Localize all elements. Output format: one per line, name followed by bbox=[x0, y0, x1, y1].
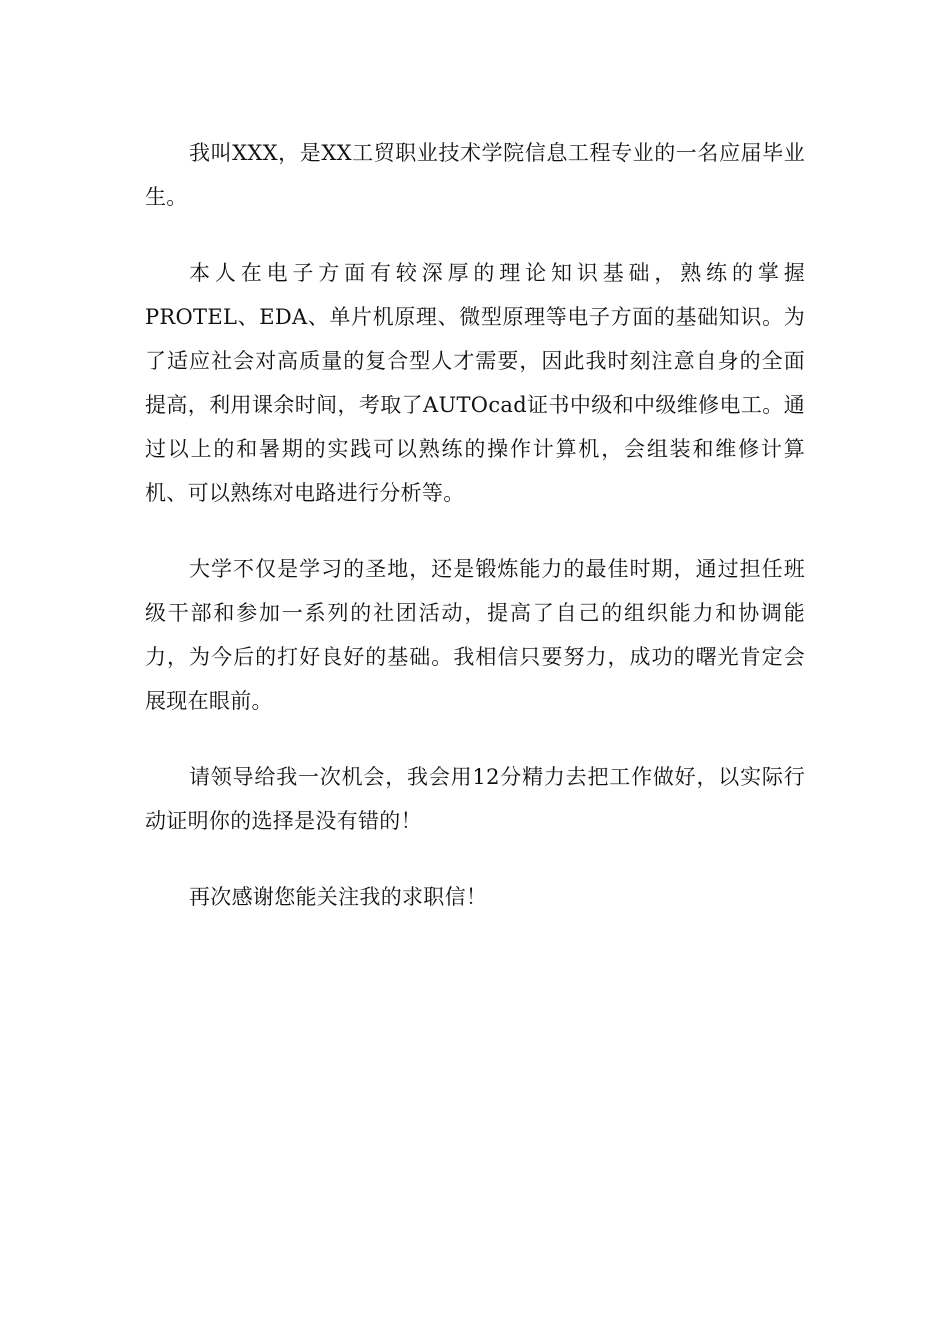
paragraph-thanks: 再次感谢您能关注我的求职信！ bbox=[189, 885, 488, 909]
letter-body bbox=[145, 131, 805, 919]
paragraph-introduction: 我叫XXX，是XX工贸职业技术学院信息工程专业的一名应届毕业生。 bbox=[145, 141, 805, 209]
paragraph-request: 请领导给我一次机会，我会用12分精力去把工作做好，以实际行动证明你的选择是没有错的！ bbox=[145, 765, 805, 833]
paragraph-skills: 本人在电子方面有较深厚的理论知识基础，熟练的掌握PROTEL、EDA、单片机原理、微型原理等电子方面的基础知识。为了适应社会对高质量的复合型人才需要，因此我时刻注意自身的全面提高，利用课余时间，考取了AUTOcad证书中级和中级维修电工。通过以上的和暑期的实践可以熟练的操作计算机，会组装和维修计算机、可以熟练对电路进行分析等。 bbox=[145, 261, 805, 505]
paragraph-experience: 大学不仅是学习的圣地，还是锻炼能力的最佳时期，通过担任班级干部和参加一系列的社团活动，提高了自己的组织能力和协调能力，为今后的打好良好的基础。我相信只要努力，成功的曙光肯定会展现在眼前。 bbox=[145, 557, 805, 713]
